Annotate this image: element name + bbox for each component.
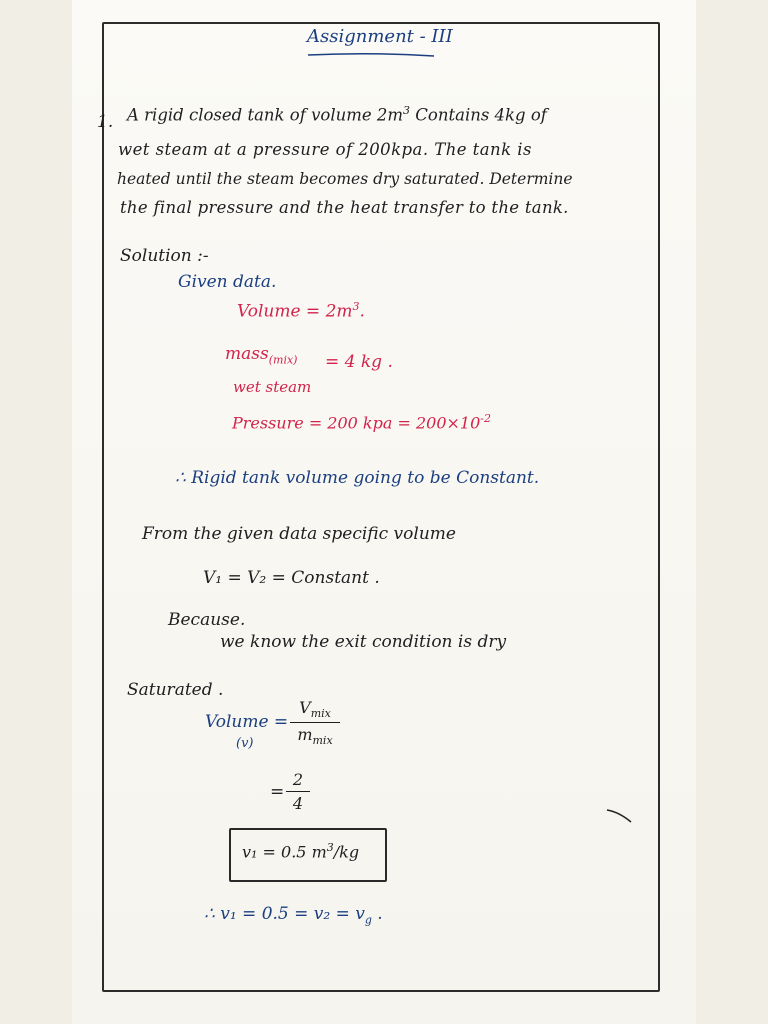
question-line-1: A rigid closed tank of volume $2m^3$ Contains 4kg of — [127, 104, 547, 125]
fraction-denominator-2: 4 — [292, 794, 304, 813]
given-pressure: Pressure = 200 kpa = $200\times 10^{-2}$ — [232, 412, 492, 433]
boxed-result: v₁ = 0.5 $m^3/kg$ — [242, 841, 360, 862]
question-line-3: heated until the steam becomes dry saturated. Determine — [117, 170, 573, 188]
because-label: Because. — [168, 610, 246, 630]
numeric-fraction — [286, 770, 310, 813]
specific-volume-statement: From the given data specific volume — [142, 524, 456, 544]
wet-steam-label: wet steam — [233, 378, 312, 396]
solution-label: Solution :- — [120, 246, 209, 266]
question-number: 1. — [97, 112, 114, 132]
rigid-tank-statement: ∴ Rigid tank volume going to be Constant. — [175, 468, 540, 488]
pen-stroke — [605, 806, 635, 826]
given-mass-value: = 4 kg . — [325, 352, 393, 372]
volume-equals: Volume = — [205, 712, 289, 732]
given-data-label: Given data. — [178, 272, 277, 292]
saturated-label: Saturated . — [127, 680, 224, 700]
v1-v2-constant: V₁ = V₂ = Constant . — [203, 568, 380, 588]
question-line-4: the final pressure and the heat transfer to the tank. — [120, 198, 569, 217]
equals-sign: = — [270, 782, 285, 802]
title-underline — [306, 52, 436, 58]
given-volume: Volume = $2m^3$. — [237, 300, 365, 322]
final-statement: ∴ $v_1 = 0.5 = v_2 = v_g$ . — [204, 904, 383, 927]
volume-fraction — [290, 698, 340, 747]
fraction-denominator: $m_{mix}$ — [297, 725, 333, 748]
assignment-title: Assignment - III — [307, 26, 453, 47]
exit-condition-statement: we know the exit condition is dry — [220, 632, 507, 652]
volume-symbol: (v) — [236, 736, 254, 751]
given-mass: mass$_{(mix)}$ — [225, 344, 298, 367]
question-line-2: wet steam at a pressure of 200kpa. The tank is — [118, 140, 532, 159]
fraction-numerator-2: 2 — [292, 770, 304, 789]
fraction-numerator: $V_{mix}$ — [299, 698, 331, 721]
